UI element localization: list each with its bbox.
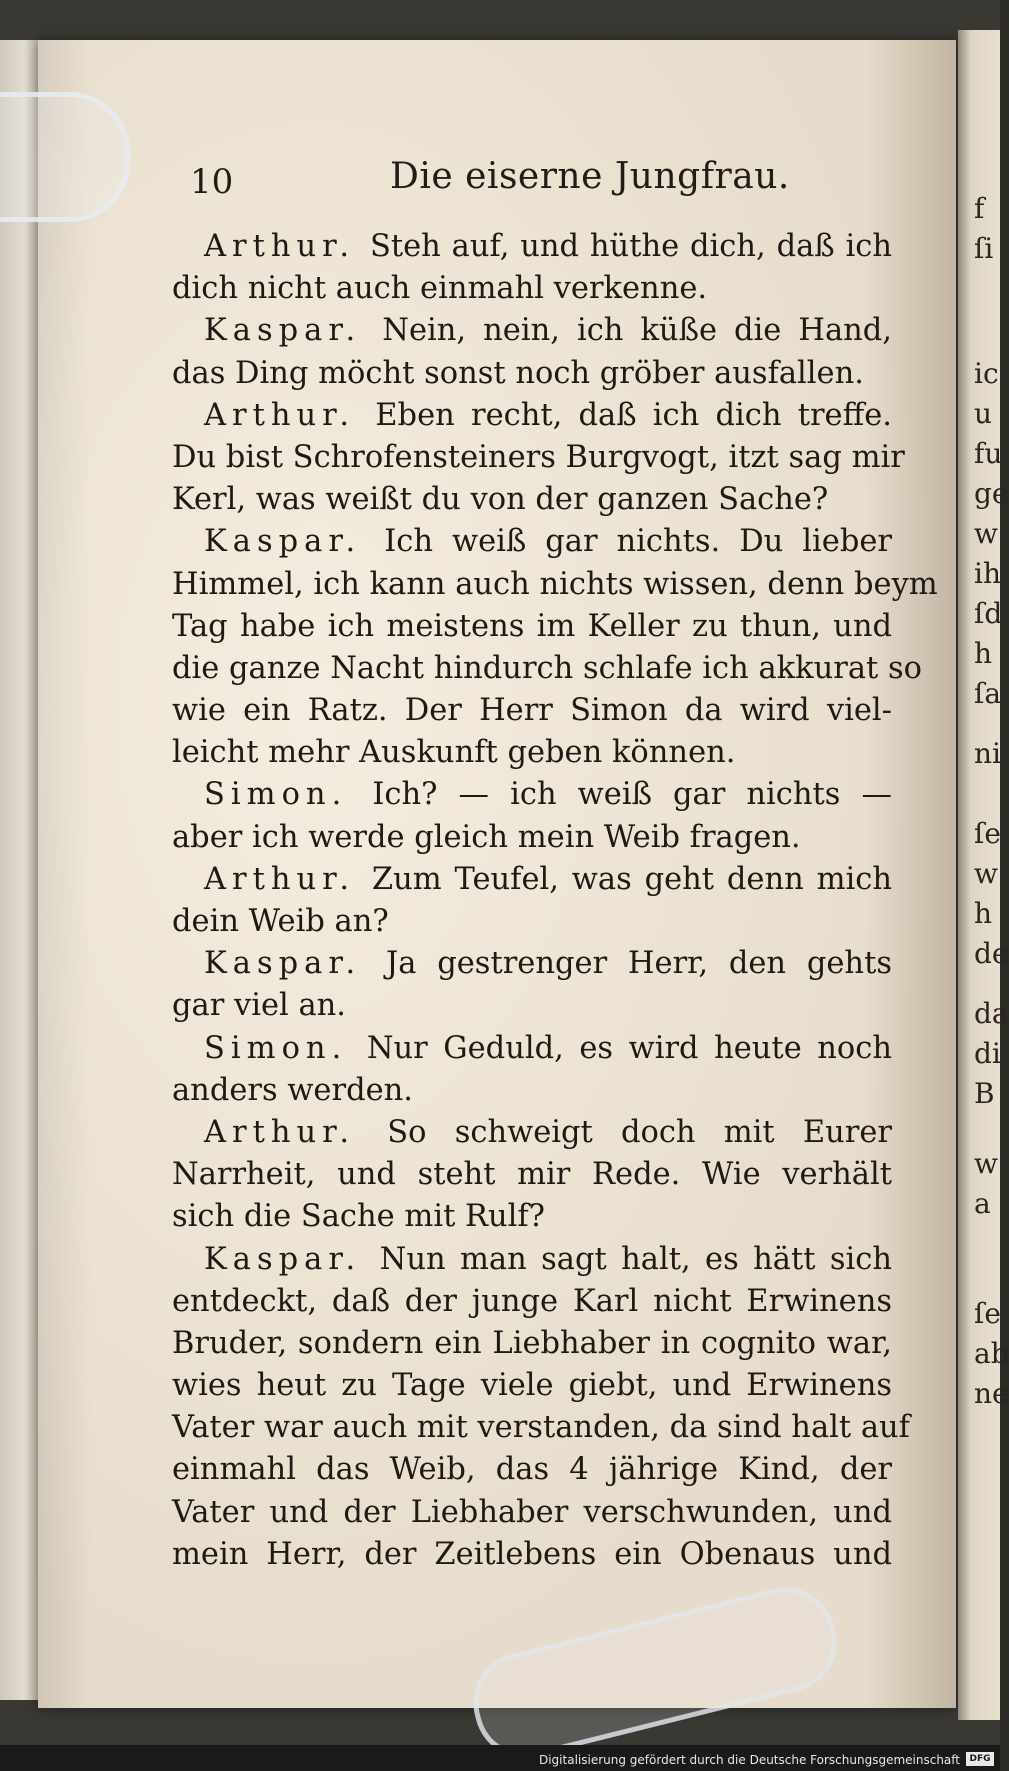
line-text: mein Herr, der Zeitlebens ein Obenaus und	[172, 1536, 892, 1572]
line-text: Nun man sagt halt, es hätt sich	[379, 1241, 892, 1277]
facing-page-fragment: h	[974, 897, 993, 930]
facing-page-edge	[958, 30, 1009, 1720]
speaker-name: Kaspar.	[204, 524, 362, 560]
line-text: Tag habe ich meistens im Keller zu thun, und	[172, 608, 892, 644]
facing-page-fragment: fu	[974, 437, 1003, 470]
text-line	[172, 732, 892, 774]
speaker-name: Arthur.	[204, 229, 356, 264]
facing-page-fragment: u	[974, 397, 993, 430]
line-text: Ich? — ich weiß gar nichts —	[372, 777, 892, 813]
text-line	[172, 859, 892, 901]
facing-page-fragment: w	[974, 517, 998, 550]
text-line	[172, 1492, 892, 1534]
line-text: die ganze Nacht hindurch schlafe ich akkurat so	[172, 650, 922, 686]
line-text: sich die Sache mit Rulf?	[172, 1199, 546, 1235]
page-header	[160, 150, 900, 210]
body-text	[172, 226, 938, 1576]
text-line	[172, 1154, 892, 1196]
facing-page-fragment: ne	[974, 1377, 1009, 1410]
line-text: gar viel an.	[172, 988, 346, 1024]
facing-page-fragment: ni	[974, 737, 1001, 770]
facing-page-fragment: da	[974, 997, 1009, 1030]
line-text: Zum Teufel, was geht denn mich	[371, 861, 892, 897]
facing-page-fragment: ge	[974, 477, 1009, 510]
text-line	[172, 479, 892, 521]
speaker-name: Kaspar.	[204, 313, 362, 349]
line-text: Du bist Schrofensteiners Burgvogt, itzt sag mir	[172, 439, 905, 475]
text-line	[172, 1070, 892, 1112]
text-line	[172, 774, 892, 816]
facing-page-fragment: w	[974, 857, 998, 890]
speaker-name: Simon.	[204, 777, 348, 813]
line-text: Vater und der Liebhaber verschwunden, und	[172, 1494, 892, 1530]
text-line	[172, 901, 892, 943]
text-line	[172, 521, 892, 563]
text-line	[172, 985, 892, 1027]
line-text: Ja gestrenger Herr, den gehts	[386, 946, 892, 982]
speaker-name: Arthur.	[204, 861, 356, 897]
speaker-name: Kaspar.	[204, 946, 362, 982]
facing-page-fragment: ſi	[974, 232, 994, 265]
speaker-name: Simon.	[204, 1030, 348, 1066]
line-text: leicht mehr Auskunft geben können.	[172, 735, 736, 771]
line-text: Nein, nein, ich küße die Hand,	[382, 313, 893, 349]
facing-page-fragment: ſa	[974, 677, 1002, 710]
facing-page-fragment: de	[974, 937, 1009, 970]
line-text: Kerl, was weißt du von der ganzen Sache?	[172, 482, 829, 518]
line-text: entdeckt, daß der junge Karl nicht Erwinens	[172, 1283, 892, 1319]
speaker-name: Arthur.	[204, 397, 356, 433]
text-line	[172, 1028, 892, 1070]
text-line	[172, 437, 905, 479]
text-line	[172, 943, 892, 985]
line-text: einmahl das Weib, das 4 jährige Kind, der	[172, 1452, 892, 1488]
line-text: Steh auf, und hüthe dich, daß ich	[369, 229, 893, 264]
text-line	[172, 395, 892, 437]
footer-credit: Digitalisierung gefördert durch die Deutsche Forschungsgemeinschaft	[538, 1753, 960, 1767]
facing-page-fragment: di	[974, 1037, 1001, 1070]
book-cover-edge	[0, 40, 40, 1700]
speaker-name: Arthur.	[204, 1114, 356, 1150]
speaker-name: Kaspar.	[204, 1241, 362, 1277]
line-text: Ich weiß gar nichts. Du lieber	[384, 524, 893, 560]
text-line	[172, 226, 892, 268]
text-line	[172, 1196, 892, 1238]
line-text: Eben recht, daß ich dich treffe.	[375, 397, 892, 433]
page-clip-top	[0, 92, 130, 222]
facing-page-fragment: ſe	[974, 817, 1001, 850]
facing-page-fragment: h	[974, 637, 993, 670]
text-line	[172, 1534, 892, 1576]
line-text: dein Weib an?	[172, 904, 389, 939]
facing-page-fragment: ih	[974, 557, 1001, 590]
line-text: dich nicht auch einmahl verkenne.	[172, 271, 708, 307]
facing-page-fragment: ſe	[974, 1297, 1001, 1330]
line-text: aber ich werde gleich mein Weib fragen.	[172, 819, 801, 855]
text-line	[172, 1112, 892, 1154]
line-text: Narrheit, und steht mir Rede. Wie verhält	[172, 1157, 892, 1193]
facing-page-fragment: B	[974, 1077, 995, 1110]
text-line	[172, 310, 892, 352]
line-text: Nur Geduld, es wird heute noch	[366, 1030, 893, 1066]
running-title: Die eiserne Jungfrau.	[390, 156, 790, 197]
line-text: Bruder, sondern ein Liebhaber in cognito war,	[172, 1325, 892, 1361]
line-text: So schweigt doch mit Eurer	[387, 1114, 892, 1150]
line-text: wie ein Ratz. Der Herr Simon da wird viel-	[172, 693, 892, 729]
page-number: 10	[190, 162, 234, 202]
line-text: Himmel, ich kann auch nichts wissen, denn beym	[172, 566, 938, 602]
footer-bar	[0, 1745, 1000, 1771]
text-line	[172, 353, 892, 395]
text-line	[172, 268, 892, 310]
text-line	[172, 1323, 892, 1365]
text-line	[172, 606, 892, 648]
text-line	[172, 1239, 892, 1281]
facing-page-fragment: w	[974, 1147, 998, 1180]
facing-page-fragment: ic	[974, 357, 999, 390]
text-line	[172, 1449, 892, 1491]
text-line	[172, 648, 922, 690]
line-text: Vater war auch mit verstanden, da sind halt auf	[172, 1410, 910, 1446]
line-text: wies heut zu Tage viele giebt, und Erwinens	[172, 1368, 892, 1404]
dfg-logo: DFG	[966, 1752, 994, 1766]
line-text: das Ding möcht sonst noch gröber ausfallen.	[172, 355, 864, 391]
facing-page-fragment: ſd	[974, 597, 1003, 630]
text-line	[172, 690, 892, 732]
text-line	[172, 1407, 910, 1449]
line-text: anders werden.	[172, 1072, 413, 1108]
text-line	[172, 1365, 892, 1407]
text-line	[172, 564, 938, 606]
facing-page-fragment: a	[974, 1187, 991, 1220]
text-line	[172, 1281, 892, 1323]
text-line	[172, 817, 892, 859]
facing-page-fragment: ab	[974, 1337, 1009, 1370]
facing-page-fragment: f	[974, 192, 985, 225]
